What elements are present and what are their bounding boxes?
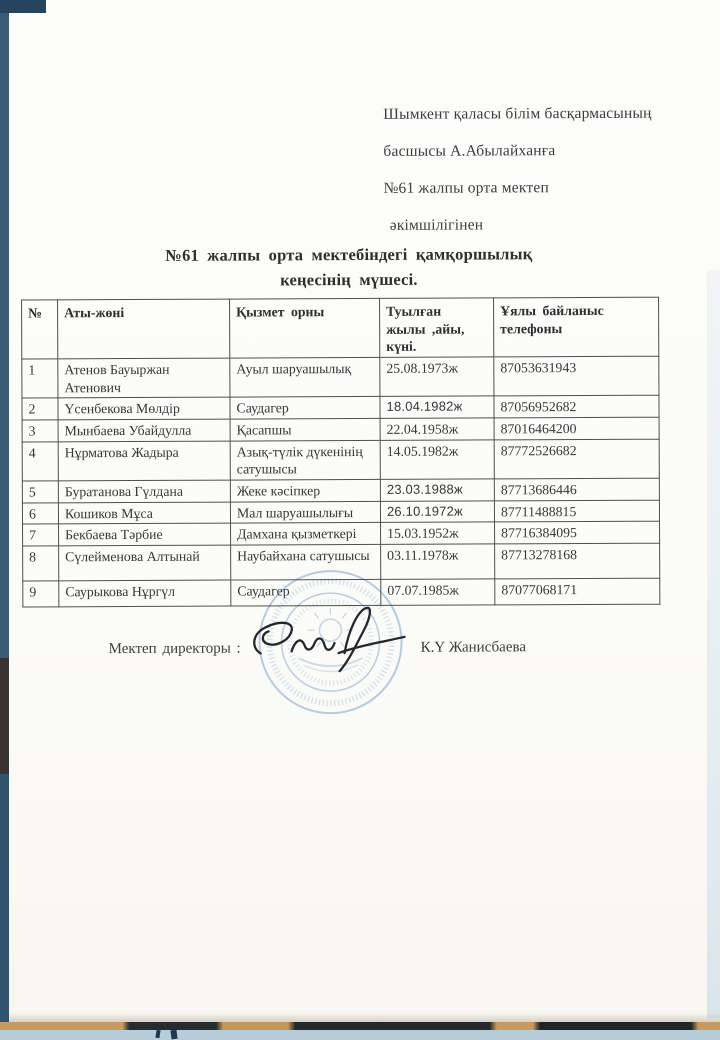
table-row	[22, 478, 659, 502]
letterhead-line: №61 жалпы орта мектеп	[383, 179, 549, 197]
cell-num: 1	[22, 359, 58, 398]
letterhead	[383, 95, 652, 244]
table-row	[22, 395, 659, 419]
cell-phone: 87053631943	[494, 356, 659, 396]
cell-num: 4	[22, 441, 58, 480]
cell-name: Сүлейменова Алтынай	[59, 545, 231, 581]
cell-name: Атенов Бауыржан Атенович	[58, 358, 230, 398]
cell-num: 2	[22, 398, 58, 420]
cell-phone: 87713686446	[494, 478, 659, 500]
cell-name: Мынбаева Убайдулла	[58, 419, 230, 441]
cell-num: 9	[23, 581, 59, 607]
cell-phone: 87716384095	[495, 521, 660, 543]
cell-phone: 87711488815	[494, 500, 659, 522]
cell-dob: 03.11.1978ж	[381, 544, 495, 579]
letterhead-line: Шымкент қаласы білім басқармасының	[383, 104, 652, 123]
table-row	[22, 439, 659, 481]
table-row	[22, 417, 659, 441]
cell-dob: 07.07.1985ж	[381, 579, 495, 605]
members-table	[21, 297, 660, 608]
document-title	[39, 241, 659, 294]
cell-job: Қасапшы	[230, 418, 380, 440]
cell-phone: 87056952682	[494, 395, 659, 417]
cell-num: 6	[22, 502, 58, 524]
cell-phone: 87713278168	[495, 543, 660, 579]
table-row	[23, 543, 660, 581]
table-row	[22, 356, 659, 398]
cell-phone: 87016464200	[494, 417, 659, 439]
column-header: Туылған жылы ,айы, күні.	[380, 298, 494, 357]
cell-num: 3	[22, 420, 58, 442]
cell-job: Жеке кәсіпкер	[230, 479, 380, 501]
table-row	[22, 500, 659, 524]
column-header: №	[22, 300, 58, 359]
header-row	[22, 297, 659, 359]
cell-name: Буратанова Гүлдана	[58, 480, 230, 502]
letterhead-line: әкімшілігінен	[389, 216, 484, 234]
cell-name: Үсенбекова Мөлдір	[58, 397, 230, 419]
cell-dob: 25.08.1973ж	[380, 357, 494, 397]
cell-name: Кошиков Мұса	[58, 502, 230, 524]
cell-job: Саудагер	[231, 579, 381, 606]
cell-job: Саудагер	[230, 397, 380, 419]
cell-dob: 15.03.1952ж	[381, 522, 495, 544]
cell-dob: 26.10.1972ж	[380, 500, 494, 522]
cell-job: Наубайхана сатушысы	[231, 544, 381, 580]
table-header	[22, 297, 659, 359]
cell-dob: 23.03.1988ж	[380, 479, 494, 501]
cell-num: 8	[23, 546, 59, 581]
cell-dob: 18.04.1982ж	[380, 396, 494, 418]
column-header: Ұялы байланыс телефоны	[494, 297, 659, 357]
director-name: К.Ү Жанисбаева	[420, 639, 527, 656]
cell-num: 5	[22, 481, 58, 503]
director-label: Мектеп директоры :	[108, 640, 241, 658]
cell-dob: 14.05.1982ж	[380, 440, 494, 480]
cell-phone: 87772526682	[494, 439, 659, 479]
signature-scribble	[240, 595, 418, 684]
cell-job: Мал шаруашылығы	[230, 501, 380, 523]
cell-name: Бекбаева Тәрбие	[59, 523, 231, 545]
column-header: Аты-жөні	[58, 299, 230, 359]
column-header: Қызмет орны	[230, 298, 380, 358]
table-body	[22, 356, 660, 607]
cell-name: Нұрматова Жадыра	[58, 441, 230, 481]
cell-job: Азық-түлік дүкенінің сатушысы	[230, 440, 380, 480]
cell-job: Ауыл шаруашылық	[230, 357, 380, 397]
cell-phone: 87077068171	[495, 578, 660, 605]
title-line-1: №61 жалпы орта мектебіндегі қамқоршылық	[165, 244, 533, 265]
cell-job: Дамхана қызметкері	[231, 523, 381, 545]
cell-num: 7	[23, 524, 59, 546]
letterhead-line: басшысы А.Абылайханға	[383, 142, 556, 160]
cell-name: Саурыкова Нұргүл	[59, 580, 231, 607]
title-line-2: кеңесінің мүшесі.	[280, 269, 418, 290]
table-row	[23, 521, 660, 545]
cell-dob: 22.04.1958ж	[380, 418, 494, 440]
